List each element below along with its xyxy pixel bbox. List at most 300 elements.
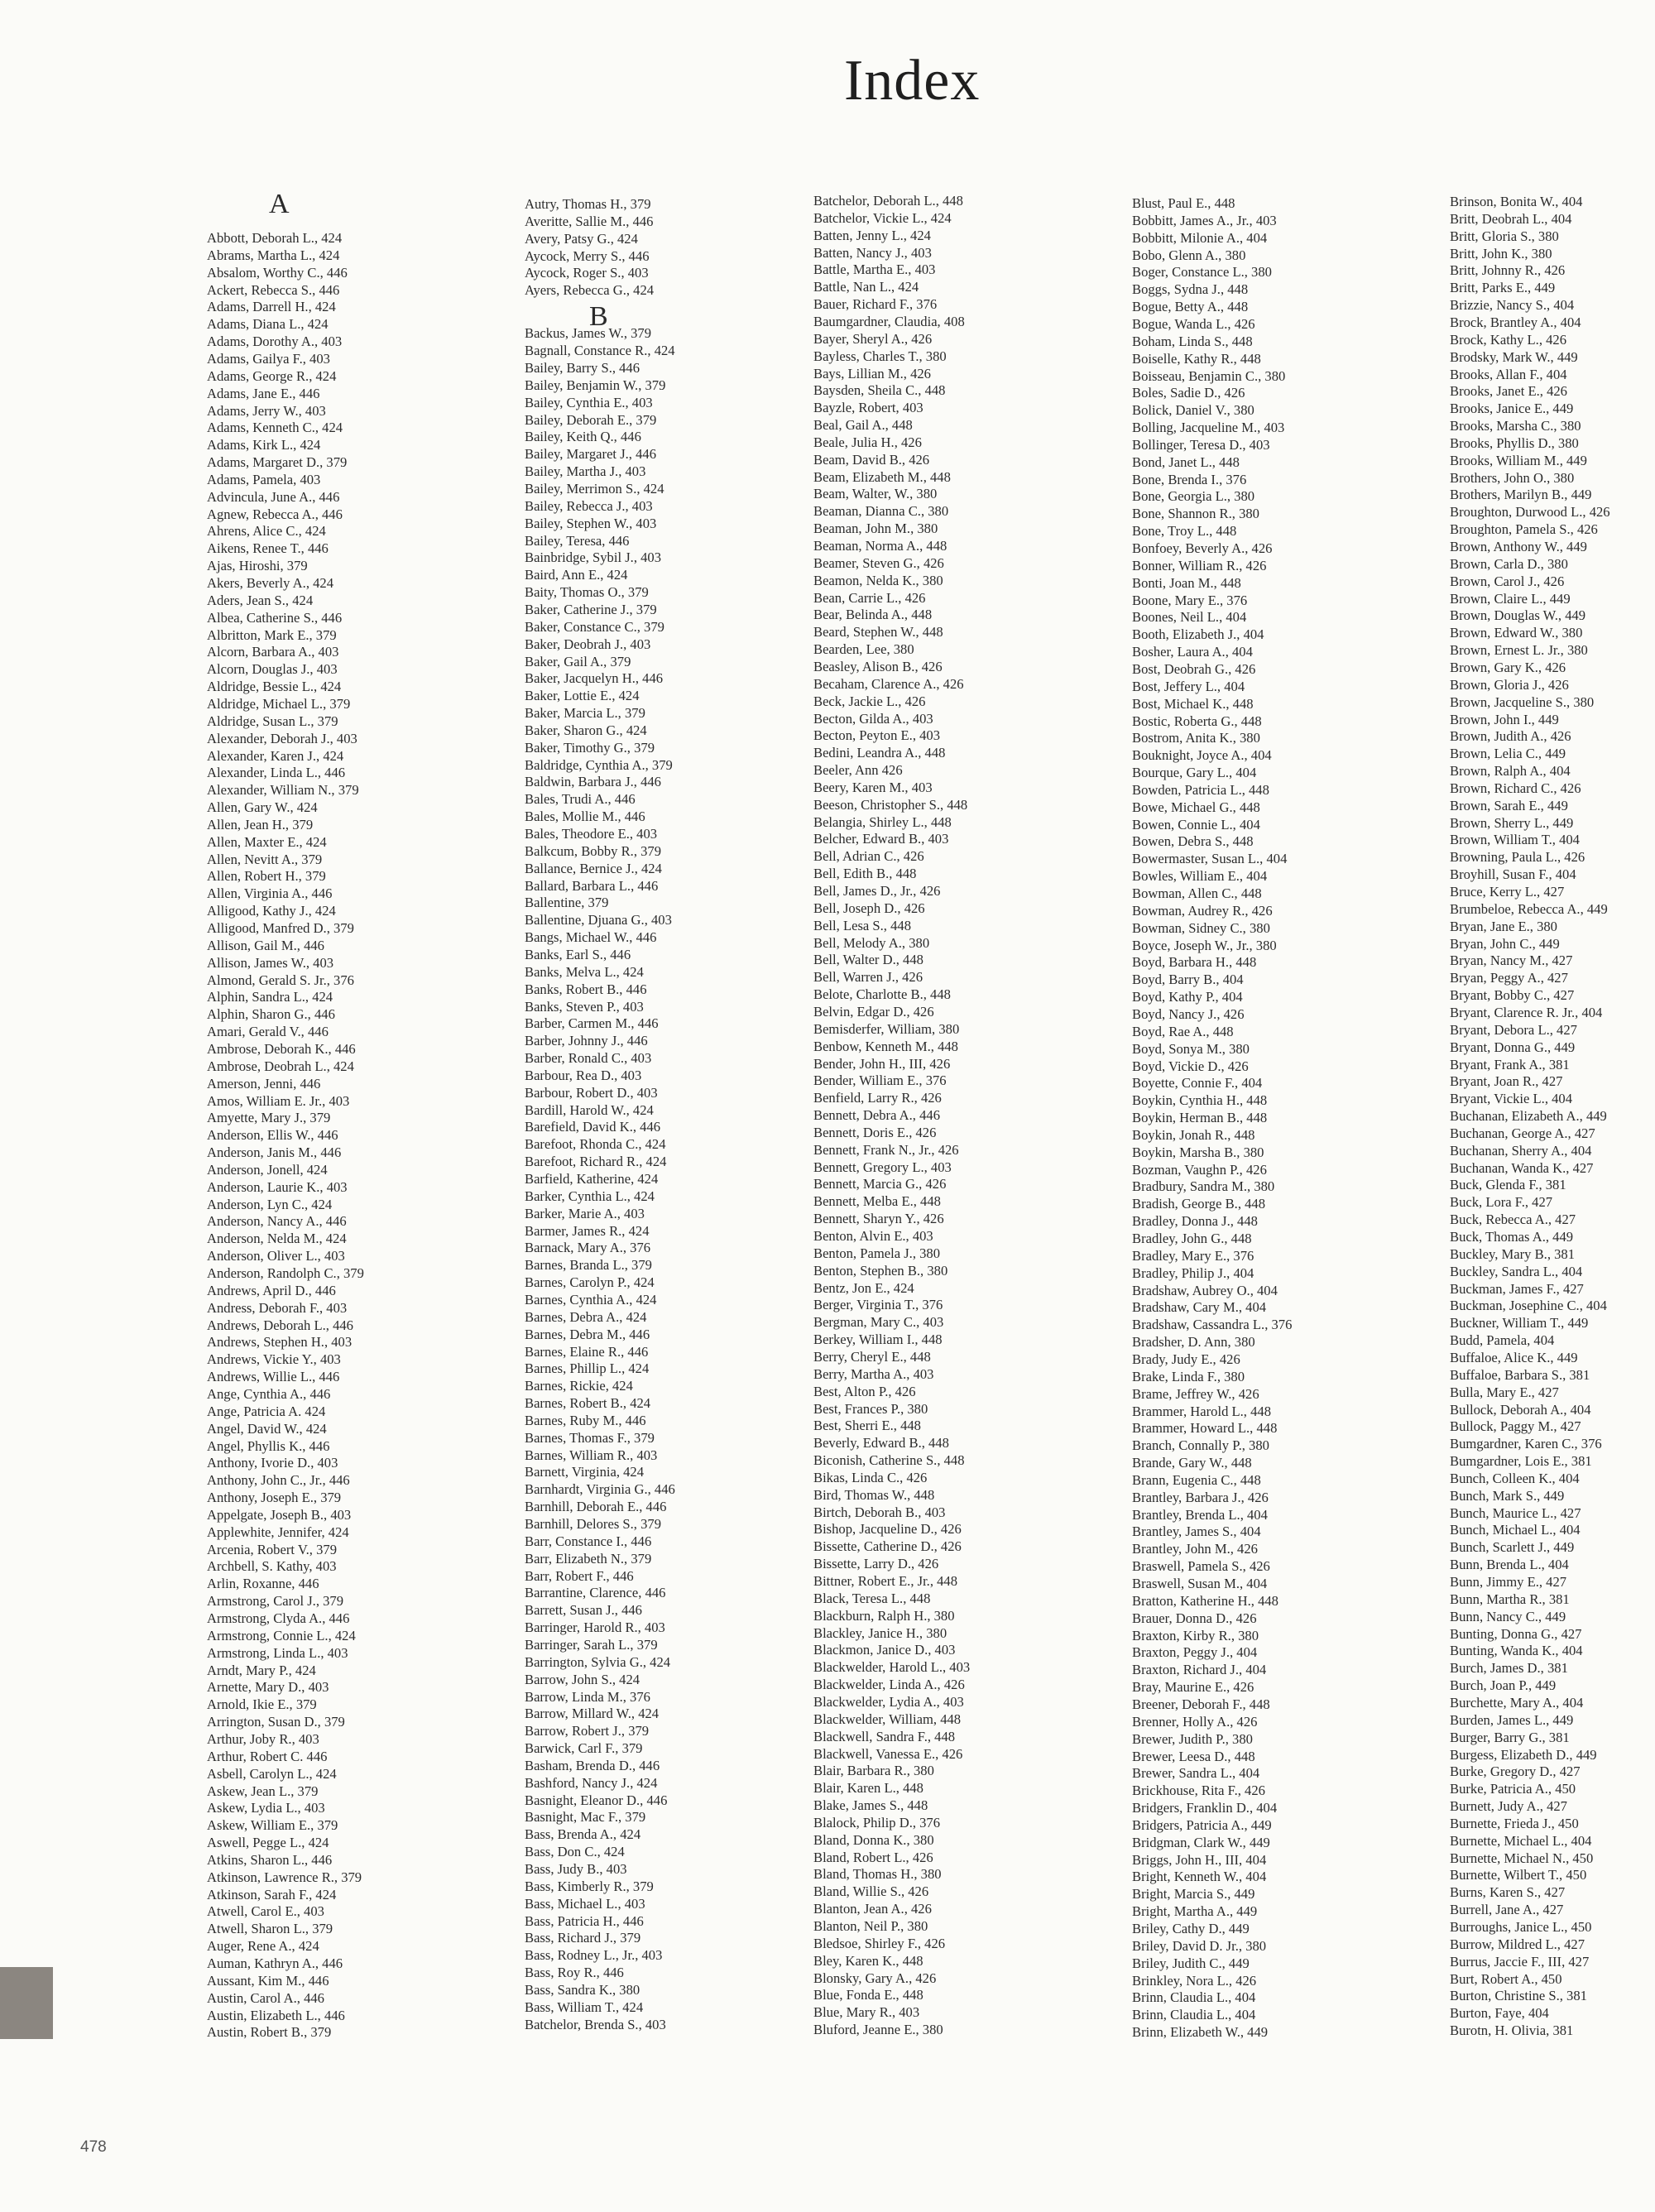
index-entry: Albritton, Mark E., 379 — [207, 626, 337, 643]
index-entry: Barefoot, Richard R., 424 — [525, 1154, 667, 1170]
index-entry: Armstrong, Connie L., 424 — [207, 1627, 356, 1643]
index-entry: Burch, James D., 381 — [1450, 1660, 1568, 1677]
index-entry: Bissette, Catherine D., 426 — [813, 1538, 962, 1555]
index-entry: Barbour, Robert D., 403 — [525, 1084, 658, 1101]
index-entry: Blackwell, Vanessa E., 426 — [813, 1745, 963, 1762]
index-entry: Bayer, Sheryl A., 426 — [813, 330, 933, 347]
index-entry: Adams, Pamela, 403 — [207, 471, 321, 487]
index-entry: Banks, Steven P., 403 — [525, 998, 644, 1015]
index-entry: Bowermaster, Susan L., 404 — [1132, 851, 1288, 867]
index-entry: Bone, Brenda I., 376 — [1132, 471, 1247, 487]
index-entry: Broughton, Pamela S., 426 — [1450, 521, 1598, 538]
index-entry: Absalom, Worthy C., 446 — [207, 264, 348, 281]
index-entry: Angel, David W., 424 — [207, 1420, 327, 1437]
index-entry: Barnes, Rickie, 424 — [525, 1378, 633, 1394]
index-entry: Barnack, Mary A., 376 — [525, 1240, 651, 1256]
index-entry: Braxton, Peggy J., 404 — [1132, 1644, 1258, 1661]
index-entry: Barr, Elizabeth N., 379 — [525, 1550, 652, 1567]
index-entry: Black, Teresa L., 448 — [813, 1590, 931, 1606]
index-entry: Belvin, Edgar D., 426 — [813, 1003, 934, 1020]
index-entry: Barnhill, Delores S., 379 — [525, 1516, 661, 1533]
index-entry: Atwell, Sharon L., 379 — [207, 1921, 333, 1937]
index-entry: Aussant, Kim M., 446 — [207, 1972, 329, 1989]
index-entry: Blackwelder, Lydia A., 403 — [813, 1693, 964, 1710]
index-entry: Anderson, Nancy A., 446 — [207, 1213, 347, 1230]
index-entry: Blackmon, Janice D., 403 — [813, 1642, 956, 1658]
index-entry: Brewer, Judith P., 380 — [1132, 1730, 1253, 1747]
index-entry: Bollinger, Teresa D., 403 — [1132, 436, 1270, 453]
index-entry: Brinkley, Nora L., 426 — [1132, 1972, 1257, 1989]
index-entry: Bland, Thomas H., 380 — [813, 1866, 942, 1883]
index-entry: Bone, Shannon R., 380 — [1132, 506, 1259, 522]
index-entry: Bowman, Sidney C., 380 — [1132, 919, 1270, 936]
index-entry: Aycock, Roger S., 403 — [525, 265, 649, 281]
index-entry: Boykin, Cynthia H., 448 — [1132, 1092, 1268, 1109]
index-entry: Beamer, Steven G., 426 — [813, 554, 944, 571]
index-entry: Bayless, Charles T., 380 — [813, 348, 947, 364]
index-entry: Bailey, Martha J., 403 — [525, 463, 646, 480]
index-entry: Boyce, Joseph W., Jr., 380 — [1132, 937, 1277, 953]
index-entry: Baird, Ann E., 424 — [525, 567, 628, 583]
index-entry: Basnight, Eleanor D., 446 — [525, 1792, 668, 1808]
index-entry: Bunn, Brenda L., 404 — [1450, 1557, 1569, 1573]
index-entry: Brown, Jacqueline S., 380 — [1450, 693, 1595, 710]
index-entry: Bird, Thomas W., 448 — [813, 1486, 935, 1503]
index-entry: Barnes, Debra M., 446 — [525, 1326, 650, 1342]
index-entry: Alexander, Linda L., 446 — [207, 765, 346, 781]
index-entry: Bennett, Gregory L., 403 — [813, 1159, 952, 1175]
index-entry: Beeler, Ann 426 — [813, 762, 903, 779]
index-entry: Burton, Christine S., 381 — [1450, 1988, 1587, 2004]
index-entry: Briley, Cathy D., 449 — [1132, 1921, 1250, 1936]
index-entry: Bangs, Michael W., 446 — [525, 929, 657, 946]
index-entry: Burnett, Judy A., 427 — [1450, 1798, 1567, 1815]
index-entry: Bailey, Rebecca J., 403 — [525, 497, 653, 514]
index-entry: Brown, Richard C., 426 — [1450, 780, 1581, 796]
index-entry: Bowles, William E., 404 — [1132, 868, 1268, 885]
index-entry: Anderson, Ellis W., 446 — [207, 1127, 338, 1144]
index-entry: Becton, Peyton E., 403 — [813, 727, 941, 744]
index-entry: Bunch, Michael L., 404 — [1450, 1522, 1581, 1538]
index-entry: Anderson, Lyn C., 424 — [207, 1196, 333, 1212]
index-entry: Bullock, Paggy M., 427 — [1450, 1418, 1581, 1435]
index-entry: Bluford, Jeanne E., 380 — [813, 2022, 943, 2038]
index-entry: Adams, Jerry W., 403 — [207, 402, 326, 419]
index-entry: Banks, Earl S., 446 — [525, 946, 631, 962]
index-entry: Burnette, Frieda J., 450 — [1450, 1815, 1579, 1831]
index-entry: Best, Alton P., 426 — [813, 1383, 916, 1399]
index-entry: Brown, William T., 404 — [1450, 832, 1580, 848]
index-entry: Barnes, Cynthia A., 424 — [525, 1291, 657, 1308]
index-entry: Bogue, Betty A., 448 — [1132, 299, 1249, 315]
index-entry: Best, Sherri E., 448 — [813, 1418, 921, 1434]
index-entry: Burch, Joan P., 449 — [1450, 1677, 1557, 1694]
index-entry: Alcorn, Barbara A., 403 — [207, 644, 339, 660]
index-entry: Broughton, Durwood L., 426 — [1450, 504, 1610, 521]
index-entry: Ange, Patricia A. 424 — [207, 1403, 326, 1419]
index-entry: Benton, Pamela J., 380 — [813, 1245, 941, 1261]
index-entry: Bender, John H., III, 426 — [813, 1055, 951, 1072]
index-entry: Bobbitt, James A., Jr., 403 — [1132, 212, 1277, 228]
index-entry: Buffaloe, Alice K., 449 — [1450, 1349, 1578, 1365]
index-entry: Aldridge, Michael L., 379 — [207, 695, 351, 712]
index-entry: Baker, Marcia L., 379 — [525, 705, 645, 722]
index-entry: Barnes, Elaine R., 446 — [525, 1343, 649, 1360]
index-entry: Brooks, Janet E., 426 — [1450, 383, 1567, 400]
index-entry: Brooks, William M., 449 — [1450, 452, 1587, 468]
page-number: 478 — [80, 2138, 107, 2156]
index-entry: Bridgers, Patricia A., 449 — [1132, 1816, 1272, 1833]
index-entry: Buck, Lora F., 427 — [1450, 1194, 1553, 1211]
index-entry: Blackley, Janice H., 380 — [813, 1624, 947, 1641]
index-entry: Barker, Cynthia L., 424 — [525, 1188, 655, 1204]
index-entry: Anthony, John C., Jr., 446 — [207, 1472, 350, 1489]
index-entry: Banks, Robert B., 446 — [525, 981, 647, 997]
index-entry: Arnette, Mary D., 403 — [207, 1679, 329, 1696]
index-entry: Bell, Walter D., 448 — [813, 952, 923, 968]
index-entry: Barnes, Thomas F., 379 — [525, 1429, 655, 1446]
index-entry: Boykin, Jonah R., 448 — [1132, 1126, 1255, 1143]
index-entry: Berry, Cheryl E., 448 — [813, 1348, 931, 1365]
index-entry: Benton, Alvin E., 403 — [813, 1228, 933, 1244]
index-entry: Bunch, Maurice L., 427 — [1450, 1504, 1581, 1521]
index-entry: Bosher, Laura A., 404 — [1132, 644, 1253, 660]
index-entry: Bunn, Nancy C., 449 — [1450, 1608, 1566, 1624]
index-entry: Blue, Mary R., 403 — [813, 2004, 920, 2021]
index-entry: Bergman, Mary C., 403 — [813, 1314, 944, 1331]
index-entry: Austin, Carol A., 446 — [207, 1989, 324, 2006]
index-entry: Boles, Sadie D., 426 — [1132, 385, 1245, 401]
index-entry: Anderson, Nelda M., 424 — [207, 1231, 347, 1247]
index-entry: Bost, Deobrah G., 426 — [1132, 660, 1256, 677]
index-entry: Barber, Johnny J., 446 — [525, 1033, 648, 1049]
index-entry: Buchanan, George A., 427 — [1450, 1125, 1595, 1141]
index-entry: Bell, Lesa S., 448 — [813, 917, 911, 933]
index-entry: Bryant, Donna G., 449 — [1450, 1039, 1576, 1055]
index-entry: Aikens, Renee T., 446 — [207, 540, 329, 557]
index-entry: Burton, Faye, 404 — [1450, 2005, 1549, 2022]
index-entry: Bozman, Vaughn P., 426 — [1132, 1161, 1267, 1178]
index-entry: Bonfoey, Beverly A., 426 — [1132, 540, 1273, 556]
index-entry: Bardill, Harold W., 424 — [525, 1101, 654, 1118]
index-entry: Bishop, Jacqueline D., 426 — [813, 1521, 962, 1538]
index-entry: Bean, Carrie L., 426 — [813, 589, 926, 606]
index-entry: Buchanan, Sherry A., 404 — [1450, 1142, 1592, 1159]
index-entry: Brinn, Claudia L., 404 — [1132, 1989, 1256, 2006]
index-entry: Brammer, Howard L., 448 — [1132, 1420, 1278, 1437]
index-entry: Allen, Robert H., 379 — [207, 868, 326, 885]
index-entry: Bright, Marcia S., 449 — [1132, 1886, 1255, 1903]
index-entry: Austin, Elizabeth L., 446 — [207, 2007, 345, 2023]
index-entry: Berkey, William I., 448 — [813, 1332, 943, 1348]
index-entry: Birtch, Deborah B., 403 — [813, 1504, 946, 1520]
index-entry: Brooks, Janice E., 449 — [1450, 401, 1574, 417]
index-entry: Bunn, Martha R., 381 — [1450, 1591, 1570, 1607]
index-entry: Askew, Lydia L., 403 — [207, 1800, 325, 1816]
index-entry: Armstrong, Linda L., 403 — [207, 1644, 348, 1661]
index-entry: Alexander, Karen J., 424 — [207, 747, 344, 764]
index-entry: Baker, Lottie E., 424 — [525, 688, 640, 704]
index-entry: Brock, Kathy L., 426 — [1450, 331, 1567, 348]
index-entry: Ajas, Hiroshi, 379 — [207, 558, 308, 574]
index-entry: Bolling, Jacqueline M., 403 — [1132, 420, 1285, 436]
index-entry: Budd, Pamela, 404 — [1450, 1332, 1555, 1349]
index-entry: Brooks, Allan F., 404 — [1450, 366, 1567, 382]
index-entry: Barber, Carmen M., 446 — [525, 1015, 659, 1032]
index-entry: Burden, James L., 449 — [1450, 1711, 1574, 1728]
index-entry: Armstrong, Carol J., 379 — [207, 1593, 344, 1610]
index-entry: Bissette, Larry D., 426 — [813, 1556, 939, 1572]
index-entry: Arnold, Ikie E., 379 — [207, 1696, 317, 1713]
index-entry: Asbell, Carolyn L., 424 — [207, 1765, 337, 1782]
index-entry: Bell, Melody A., 380 — [813, 934, 930, 951]
index-entry: Boyd, Vickie D., 426 — [1132, 1058, 1249, 1074]
index-entry: Adams, Kirk L., 424 — [207, 437, 321, 453]
index-entry: Avery, Patsy G., 424 — [525, 230, 638, 247]
index-entry: Bales, Theodore E., 403 — [525, 826, 658, 842]
index-entry: Ballance, Bernice J., 424 — [525, 860, 662, 876]
index-entry: Britt, Johnny R., 426 — [1450, 262, 1566, 279]
index-entry: Arcenia, Robert V., 379 — [207, 1541, 337, 1557]
index-entry: Boones, Neil L., 404 — [1132, 609, 1247, 626]
index-entry: Allison, Gail M., 446 — [207, 937, 324, 953]
index-entry: Browning, Paula L., 426 — [1450, 849, 1585, 866]
index-entry: Barnett, Virginia, 424 — [525, 1464, 645, 1480]
index-entry: Brown, Anthony W., 449 — [1450, 539, 1587, 554]
index-entry: Blackwelder, Harold L., 403 — [813, 1659, 971, 1676]
index-entry: Beaman, John M., 380 — [813, 521, 938, 537]
index-entry: Bennett, Sharyn Y., 426 — [813, 1211, 944, 1227]
index-entry: Alexander, William N., 379 — [207, 782, 359, 799]
index-entry: Ballentine, 379 — [525, 895, 609, 911]
index-entry: Breener, Deborah F., 448 — [1132, 1696, 1270, 1712]
index-entry: Blackwell, Sandra F., 448 — [813, 1728, 956, 1744]
index-entry: Brown, Claire L., 449 — [1450, 590, 1571, 607]
index-entry: Aldridge, Bessie L., 424 — [207, 679, 342, 695]
index-entry: Bennett, Melba E., 448 — [813, 1193, 941, 1210]
index-entry: Barmer, James R., 424 — [525, 1222, 650, 1239]
index-entry: Becton, Gilda A., 403 — [813, 710, 933, 727]
index-entry: Braswell, Susan M., 404 — [1132, 1576, 1268, 1591]
index-entry: Almond, Gerald S. Jr., 376 — [207, 972, 354, 988]
index-entry: Boyd, Kathy P., 404 — [1132, 989, 1243, 1005]
index-entry: Bouknight, Joyce A., 404 — [1132, 747, 1272, 764]
index-entry: Brantley, Brenda L., 404 — [1132, 1506, 1268, 1523]
index-entry: Adams, George R., 424 — [207, 367, 337, 384]
index-entry: Banks, Melva L., 424 — [525, 963, 644, 980]
index-entry: Bridgman, Clark W., 449 — [1132, 1834, 1270, 1850]
index-entry: Bauer, Richard F., 376 — [813, 296, 938, 313]
index-entry: Andrews, Willie L., 446 — [207, 1369, 340, 1385]
index-entry: Baker, Sharon G., 424 — [525, 722, 647, 738]
index-entry: Bolick, Daniel V., 380 — [1132, 402, 1254, 419]
index-entry: Brown, Sherry L., 449 — [1450, 814, 1574, 831]
index-entry: Blake, James S., 448 — [813, 1797, 928, 1814]
index-entry: Brown, Lelia C., 449 — [1450, 746, 1566, 762]
index-entry: Barnes, Robert B., 424 — [525, 1395, 651, 1412]
index-entry: Belote, Charlotte B., 448 — [813, 986, 951, 1003]
index-entry: Brenner, Holly A., 426 — [1132, 1713, 1258, 1730]
index-entry: Baker, Gail A., 379 — [525, 653, 631, 669]
index-entry: Bruce, Kerry L., 427 — [1450, 884, 1565, 900]
index-entry: Bemisderfer, William, 380 — [813, 1020, 960, 1037]
index-entry: Bley, Karen K., 448 — [813, 1952, 923, 1969]
index-entry: Braxton, Kirby R., 380 — [1132, 1627, 1259, 1643]
index-entry: Andrews, Stephen H., 403 — [207, 1334, 353, 1351]
index-entry: Bradshaw, Aubrey O., 404 — [1132, 1282, 1278, 1298]
index-entry: Bonner, William R., 426 — [1132, 557, 1267, 573]
index-entry: Anderson, Randolph C., 379 — [207, 1265, 364, 1281]
index-entry: Benton, Stephen B., 380 — [813, 1262, 948, 1279]
index-entry: Bell, Edith B., 448 — [813, 866, 917, 882]
index-entry: Boger, Constance L., 380 — [1132, 264, 1272, 281]
index-entry: Boham, Linda S., 448 — [1132, 333, 1253, 349]
index-entry: Bunting, Wanda K., 404 — [1450, 1643, 1583, 1659]
index-entry: Askew, William E., 379 — [207, 1817, 338, 1834]
index-entry: Austin, Robert B., 379 — [207, 2024, 332, 2041]
index-entry: Boykin, Herman B., 448 — [1132, 1110, 1268, 1126]
index-entry: Bradley, Philip J., 404 — [1132, 1264, 1254, 1281]
index-entry: Bright, Martha A., 449 — [1132, 1903, 1258, 1920]
index-entry: Anthony, Joseph E., 379 — [207, 1490, 342, 1506]
page-edge-tab — [0, 1967, 53, 2039]
index-entry: Barrow, Robert J., 379 — [525, 1723, 650, 1739]
index-entry: Barr, Robert F., 446 — [525, 1567, 634, 1584]
index-entry: Brantley, John M., 426 — [1132, 1541, 1258, 1557]
index-entry: Baumgardner, Claudia, 408 — [813, 313, 965, 329]
index-entry: Aswell, Pegge L., 424 — [207, 1835, 329, 1851]
index-entry: Britt, Deobrah L., 404 — [1450, 210, 1572, 227]
index-entry: Bailey, Benjamin W., 379 — [525, 377, 666, 393]
index-entry: Bryan, Nancy M., 427 — [1450, 952, 1573, 969]
index-entry: Beard, Stephen W., 448 — [813, 624, 943, 641]
index-entry: Bunn, Jimmy E., 427 — [1450, 1574, 1567, 1590]
index-entry: Brewer, Sandra L., 404 — [1132, 1765, 1260, 1782]
index-entry: Beam, Walter, W., 380 — [813, 486, 938, 502]
index-entry: Agnew, Rebecca A., 446 — [207, 506, 343, 522]
index-entry: Burchette, Mary A., 404 — [1450, 1694, 1584, 1711]
index-entry: Auger, Rene A., 424 — [207, 1938, 319, 1955]
index-entry: Bryant, Clarence R. Jr., 404 — [1450, 1004, 1603, 1020]
index-entry: Becaham, Clarence A., 426 — [813, 675, 964, 692]
index-entry: Adams, Margaret D., 379 — [207, 454, 348, 471]
index-entry: Boyette, Connie F., 404 — [1132, 1075, 1263, 1092]
index-entry: Balkcum, Bobby R., 379 — [525, 842, 662, 859]
index-entry: Adams, Kenneth C., 424 — [207, 420, 343, 436]
index-entry: Batchelor, Brenda S., 403 — [525, 2016, 666, 2032]
index-entry: Brock, Brantley A., 404 — [1450, 314, 1581, 330]
index-entry: Bailey, Teresa, 446 — [525, 532, 630, 549]
index-entry: Bowman, Audrey R., 426 — [1132, 902, 1273, 919]
index-entry: Barwick, Carl F., 379 — [525, 1740, 643, 1757]
index-entry: Bailey, Margaret J., 446 — [525, 446, 656, 463]
index-entry: Autry, Thomas H., 379 — [525, 196, 651, 212]
index-entry: Bell, Adrian C., 426 — [813, 848, 924, 865]
index-entry: Atkinson, Sarah F., 424 — [207, 1886, 337, 1903]
index-entry: Alligood, Kathy J., 424 — [207, 903, 336, 919]
index-entry: Barringer, Harold R., 403 — [525, 1619, 665, 1636]
section-letter-heading: A — [269, 189, 290, 219]
index-entry: Askew, Jean L., 379 — [207, 1783, 319, 1799]
index-entry: Bearden, Lee, 380 — [813, 641, 914, 658]
index-entry: Bogue, Wanda L., 426 — [1132, 315, 1255, 332]
index-entry: Ambrose, Deobrah L., 424 — [207, 1058, 354, 1074]
index-entry: Barnes, Debra A., 424 — [525, 1308, 647, 1325]
index-entry: Amerson, Jenni, 446 — [207, 1075, 321, 1092]
index-entry: Bryan, John C., 449 — [1450, 935, 1560, 952]
index-entry: Bowen, Connie L., 404 — [1132, 816, 1260, 832]
index-entry: Burotn, H. Olivia, 381 — [1450, 2022, 1574, 2039]
index-entry: Bratton, Katherine H., 448 — [1132, 1592, 1278, 1609]
index-entry: Bowman, Allen C., 448 — [1132, 885, 1262, 901]
index-entry: Ayers, Rebecca G., 424 — [525, 282, 655, 299]
index-entry: Bradsher, D. Ann, 380 — [1132, 1334, 1255, 1351]
index-entry: Barber, Ronald C., 403 — [525, 1050, 652, 1067]
index-entry: Brown, Sarah E., 449 — [1450, 797, 1568, 813]
index-entry: Brooks, Marsha C., 380 — [1450, 418, 1581, 434]
index-entry: Archbell, S. Kathy, 403 — [207, 1558, 337, 1575]
index-entry: Alligood, Manfred D., 379 — [207, 920, 354, 936]
index-entry: Brooks, Phyllis D., 380 — [1450, 434, 1579, 451]
index-entry: Baker, Deobrah J., 403 — [525, 636, 651, 652]
index-entry: Burnette, Michael L., 404 — [1450, 1832, 1592, 1849]
index-entry: Batchelor, Vickie L., 424 — [813, 209, 952, 226]
index-entry: Bowe, Michael G., 448 — [1132, 799, 1260, 815]
index-entry: Brown, Ralph A., 404 — [1450, 763, 1571, 780]
index-entry: Baity, Thomas O., 379 — [525, 584, 649, 601]
index-entry: Brown, John I., 449 — [1450, 711, 1559, 727]
index-entry: Bost, Michael K., 448 — [1132, 695, 1254, 712]
index-entry: Bentz, Jon E., 424 — [813, 1279, 914, 1296]
index-entry: Bryant, Frank A., 381 — [1450, 1056, 1570, 1072]
index-entry: Andress, Deborah F., 403 — [207, 1299, 348, 1316]
index-entry: Blalock, Philip D., 376 — [813, 1814, 941, 1831]
index-entry: Burnette, Wilbert T., 450 — [1450, 1867, 1587, 1883]
index-entry: Bunch, Mark S., 449 — [1450, 1487, 1565, 1504]
index-entry: Buckley, Sandra L., 404 — [1450, 1263, 1583, 1279]
index-entry: Barefoot, Rhonda C., 424 — [525, 1136, 666, 1153]
index-entry: Beaman, Dianna C., 380 — [813, 503, 949, 520]
index-entry: Barnhardt, Virginia G., 446 — [525, 1481, 675, 1498]
index-entry: Beck, Jackie L., 426 — [813, 693, 926, 709]
index-entry: Booth, Elizabeth J., 404 — [1132, 626, 1264, 643]
index-entry: Anderson, Oliver L., 403 — [207, 1248, 345, 1264]
index-entry: Bryant, Vickie L., 404 — [1450, 1091, 1573, 1107]
index-entry: Ackert, Rebecca S., 446 — [207, 281, 340, 298]
index-entry: Bass, Don C., 424 — [525, 1844, 625, 1860]
index-entry: Brown, Carol J., 426 — [1450, 573, 1565, 589]
index-entry: Bailey, Merrimon S., 424 — [525, 481, 664, 497]
index-entry: Bennett, Marcia G., 426 — [813, 1176, 947, 1192]
index-entry: Ballard, Barbara L., 446 — [525, 877, 659, 894]
index-entry: Brizzie, Nancy S., 404 — [1450, 297, 1575, 314]
index-entry: Bailey, Keith Q., 446 — [525, 429, 641, 445]
index-entry: Ahrens, Alice C., 424 — [207, 523, 326, 540]
index-entry: Bass, Patricia H., 446 — [525, 1912, 644, 1929]
index-entry: Bunting, Donna G., 427 — [1450, 1625, 1582, 1642]
index-entry: Bostrom, Anita K., 380 — [1132, 730, 1260, 746]
index-entry: Brown, Edward W., 380 — [1450, 625, 1583, 641]
index-entry: Beale, Julia H., 426 — [813, 434, 922, 450]
index-entry: Bender, William E., 376 — [813, 1072, 947, 1089]
index-entry: Barbour, Rea D., 403 — [525, 1067, 642, 1083]
index-entry: Branch, Connally P., 380 — [1132, 1437, 1269, 1454]
index-entry: Aldridge, Susan L., 379 — [207, 713, 338, 729]
index-entry: Backus, James W., 379 — [525, 325, 652, 342]
index-entry: Britt, John K., 380 — [1450, 245, 1552, 262]
index-entry: Bailey, Deborah E., 379 — [525, 411, 657, 428]
index-entry: Barnes, William R., 403 — [525, 1447, 658, 1463]
